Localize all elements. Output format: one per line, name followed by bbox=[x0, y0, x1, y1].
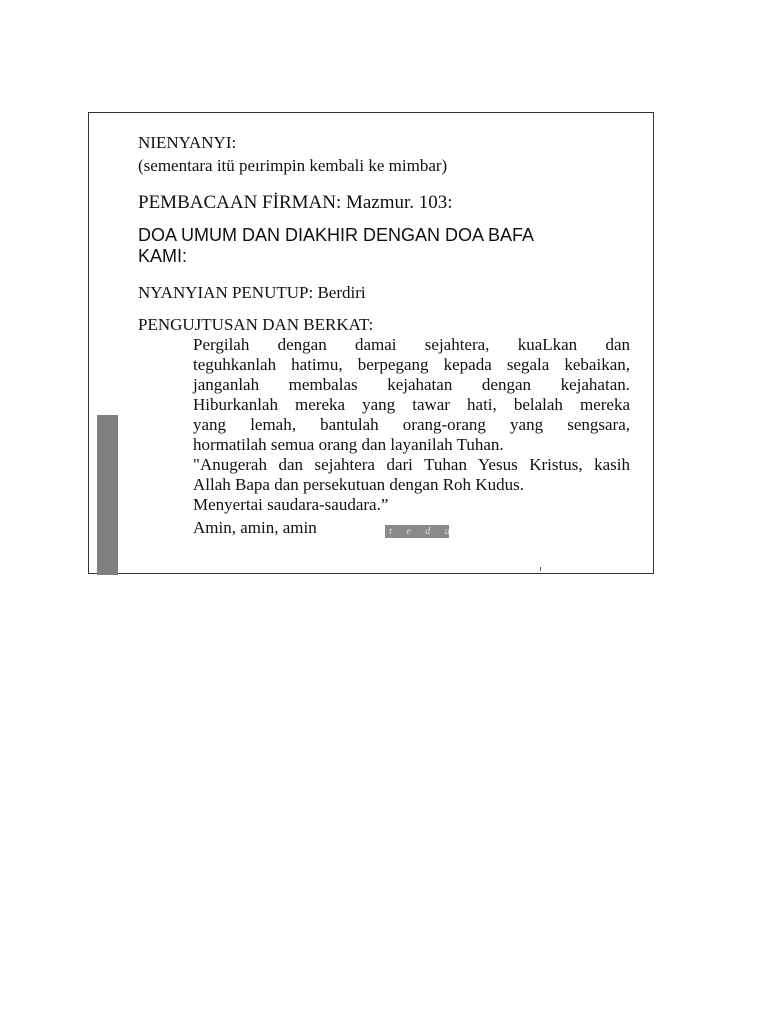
paragraph-line: janganlah membalas kejahatan dengan kejahatan. bbox=[193, 375, 630, 394]
heading-pembacaan: PEMBACAAN FİRMAN: Mazmur. 103: bbox=[138, 192, 453, 213]
amen-line: Amin, amin, amin bbox=[193, 518, 317, 537]
note-pemimpin: (sementara itü peırimpin kembali ke mimbar) bbox=[138, 156, 448, 175]
paragraph-line: Allah Bapa dan persekutuan dengan Roh Kudus. bbox=[193, 475, 524, 494]
paragraph-line: hormatilah semua orang dan layanilah Tuhan. bbox=[193, 435, 504, 454]
paragraph-line: Menyertai saudara-saudara.” bbox=[193, 495, 389, 514]
paragraph-line: Pergilah dengan damai sejahtera, kuaLkan dan bbox=[193, 335, 630, 354]
side-bar bbox=[97, 415, 118, 575]
blessing-paragraph bbox=[193, 335, 630, 515]
paragraph-line: teguhkanlah hatimu, berpegang kepada segala kebaikan, bbox=[193, 355, 630, 374]
paragraph-line: Hiburkanlah mereka yang tawar hati, belalah mereka bbox=[193, 395, 630, 414]
heading-nyanyian-penutup: NYANYIAN PENUTUP: Berdiri bbox=[138, 283, 366, 302]
heading-doa-line1: DOA UMUM DAN DIAKHIR DENGAN DOA BAFA bbox=[138, 225, 535, 245]
paragraph-line: yang lemah, bantulah orang-orang yang sengsara, bbox=[193, 415, 630, 434]
heading-doa-line2: KAMI: bbox=[138, 246, 188, 266]
paragraph-line: "Anugerah dan sejahtera dari Tuhan Yesus Kristus, kasih bbox=[193, 455, 630, 474]
slide-frame bbox=[88, 112, 654, 574]
heading-nyanyi: NIENYANYI: bbox=[138, 133, 237, 152]
watermark-stamp: t e d u bbox=[385, 525, 449, 538]
page-mark bbox=[540, 567, 541, 571]
heading-pengutusan: PENGUJTUSAN DAN BERKAT: bbox=[138, 315, 374, 334]
